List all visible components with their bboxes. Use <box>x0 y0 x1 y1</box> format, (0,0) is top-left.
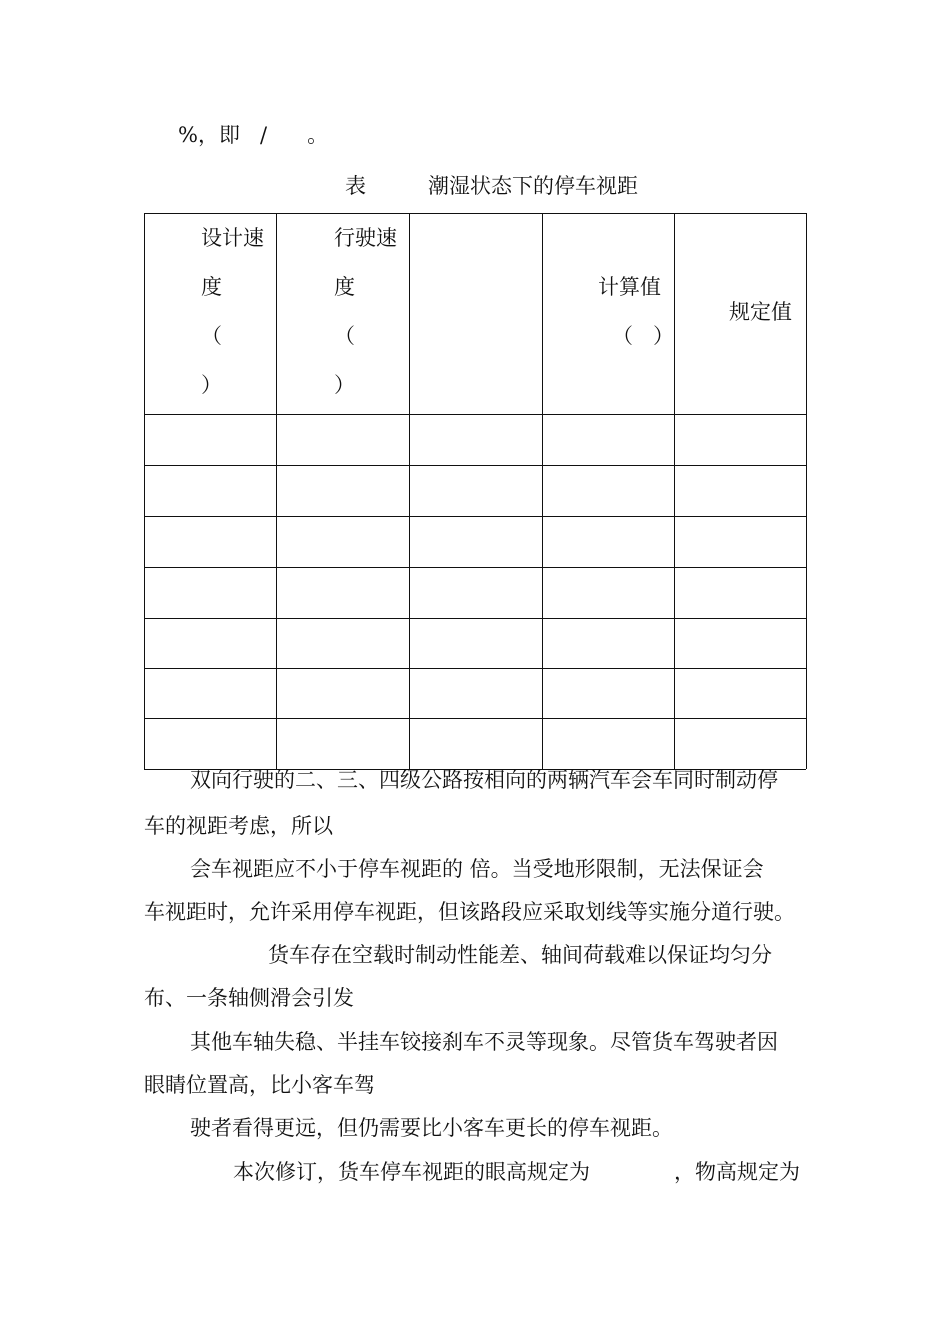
paragraph-4-line-1: 其他车轴失稳、半挂车铰接刹车不灵等现象。尽管货车驾驶者因 <box>190 1030 778 1054</box>
table-caption-title: 潮湿状态下的停车视距 <box>428 174 638 198</box>
header-driving-speed-line3: （ <box>334 324 355 348</box>
table-caption-prefix: 表 <box>345 174 366 198</box>
paragraph-2-line-1: 会车视距应不小于停车视距的 倍。当受地形限制，无法保证会 <box>190 857 764 881</box>
header-driving-speed-line4: ） <box>334 373 355 397</box>
table-col-divider-2 <box>409 213 410 769</box>
header-specified-value: 规定值 <box>729 300 792 324</box>
table-row-line <box>144 618 806 619</box>
table-col-divider-1 <box>276 213 277 769</box>
paragraph-5-line-1: 驶者看得更远，但仍需要比小客车更长的停车视距。 <box>190 1116 673 1140</box>
header-driving-speed-line2: 度 <box>334 275 355 299</box>
paragraph-6-line-1b: ，物高规定为 <box>674 1160 800 1184</box>
table-col-divider-5 <box>806 213 807 769</box>
table-row-line <box>144 465 806 466</box>
paragraph-2-line-2: 车视距时，允许采用停车视距，但该路段应采取划线等实施分道行驶。 <box>144 900 795 924</box>
stopping-distance-table <box>144 213 806 769</box>
top-fragment: %，即 / 。 <box>178 123 329 147</box>
header-driving-speed-line1: 行驶速 <box>334 226 397 250</box>
paragraph-3-line-1: 货车存在空载时制动性能差、轴间荷载难以保证均匀分 <box>268 943 772 967</box>
table-row-line <box>144 516 806 517</box>
paragraph-1-line-1: 双向行驶的二、三、四级公路按相向的两辆汽车会车同时制动停 <box>190 768 778 792</box>
table-col-divider-3 <box>542 213 543 769</box>
header-design-speed-line4: ） <box>201 373 222 397</box>
paragraph-3-line-2: 布、一条轴侧滑会引发 <box>144 986 354 1010</box>
header-design-speed-line1: 设计速 <box>201 226 264 250</box>
table-row-line <box>144 668 806 669</box>
header-calculated-value: 计算值 <box>598 275 661 299</box>
table-row-line <box>144 414 806 415</box>
table-col-divider-4 <box>674 213 675 769</box>
table-row-line <box>144 718 806 719</box>
paragraph-6-line-1a: 本次修订，货车停车视距的眼高规定为 <box>233 1160 590 1184</box>
table-row-line <box>144 567 806 568</box>
header-design-speed-line3: （ <box>201 324 222 348</box>
header-calculated-unit: （ ） <box>612 324 675 348</box>
paragraph-1-line-2: 车的视距考虑，所以 <box>144 814 333 838</box>
paragraph-4-line-2: 眼睛位置高，比小客车驾 <box>144 1073 375 1097</box>
header-design-speed-line2: 度 <box>201 275 222 299</box>
